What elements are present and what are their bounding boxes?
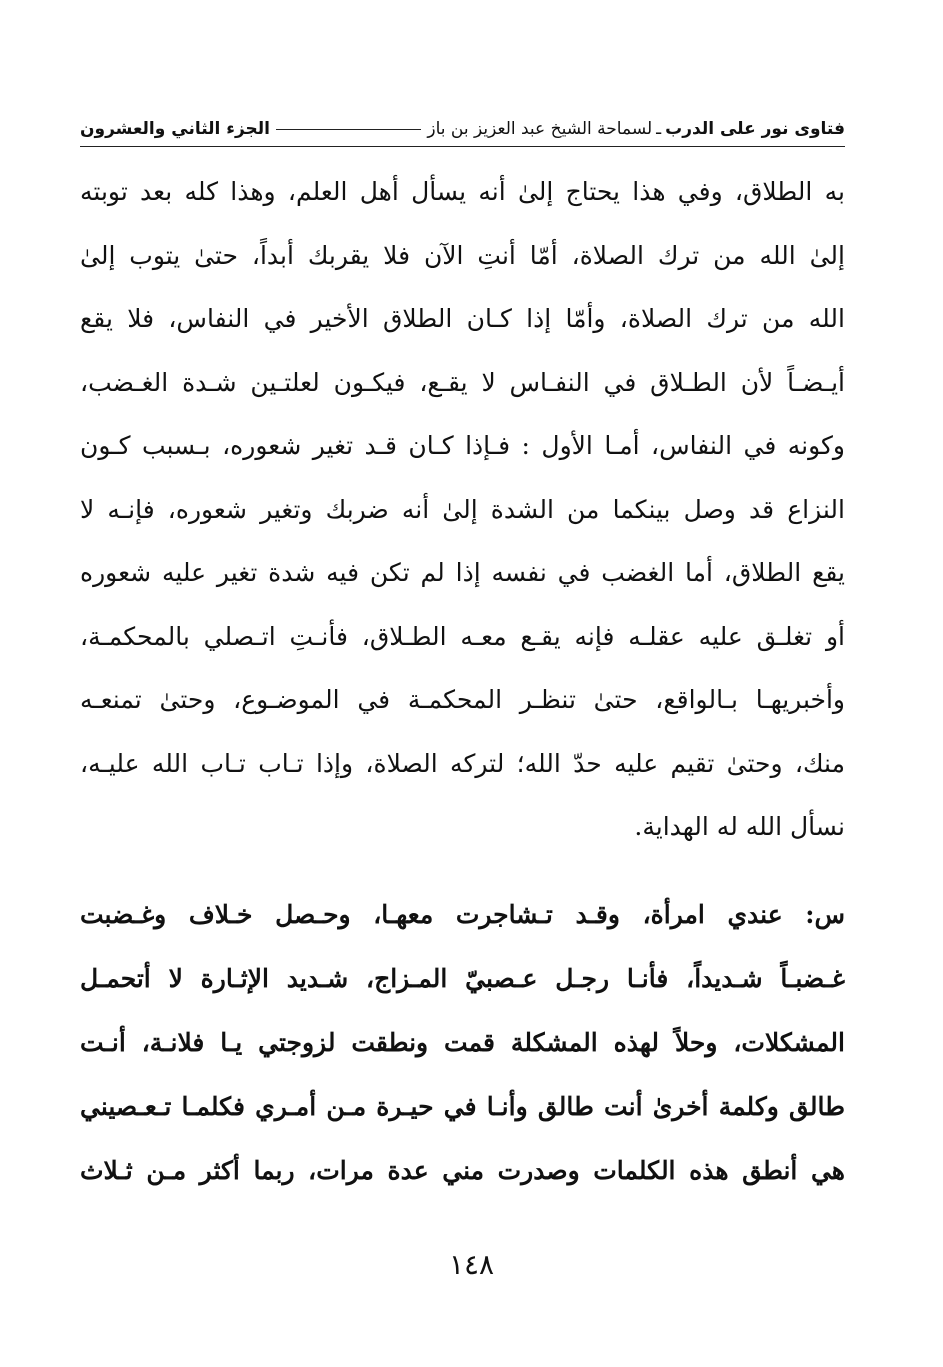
running-header (80, 112, 845, 147)
page-number: ١٤٨ (448, 1248, 495, 1281)
header-part: الجزء الثاني والعشرون (80, 119, 271, 139)
question-paragraph (80, 883, 845, 1203)
question-line: غـضبـاً شـديداً، فأنـا رجـل عـصبيّ المـزاج، شـديد الإثـارة لا أتحمـل (80, 964, 845, 993)
question-line: طالق وكلمة أخرىٰ أنت طالق وأنـا في حيـرة مـن أمـري فكلمـا تـعـصيني (80, 1092, 845, 1121)
answer-line: يقع الطلاق، أما الغضب في نفسه إذا لم تكن فيه شدة تغير عليه شعوره (80, 558, 845, 587)
header-rule (276, 129, 421, 130)
answer-line: أيـضـاً لأن الطـلاق في النفـاس لا يقـع، فيكـون لعلتـين شـدة الغـضب، (80, 367, 845, 397)
header-book-title: فتاوى نور على الدرب (665, 119, 845, 139)
question-line: هي أنطق هذه الكلمات وصدرت مني عدة مرات، ربما أكثر مـن ثـلاث (80, 1156, 845, 1185)
answer-line: إلىٰ الله من ترك الصلاة، أمّا أنتِ الآن فلا يقربك أبداً، حتىٰ يتوب إلىٰ (80, 240, 845, 270)
answer-line: منك، وحتىٰ تقيم عليه حدّ الله؛ لتركه الصلاة، وإذا تـاب تـاب الله عليـه، (80, 748, 845, 778)
question-line: المشكلات، وحلاً لهذه المشكلة قمت ونطقت لزوجتي يـا فلانـة، أنـت (80, 1028, 845, 1057)
answer-paragraph (80, 160, 845, 859)
answer-line: نسأل الله له الهداية. (634, 812, 845, 841)
answer-line: وكونه في النفاس، أمـا الأول : فـإذا كـان قـد تغير شعوره، بـسبب كـون (80, 431, 845, 460)
question-line: س: عندي امرأة، وقـد تـشاجرت معهـا، وحـصل خـلاف وغـضبت (80, 900, 845, 929)
header-separator: ـ (656, 119, 662, 139)
answer-line: وأخبريهـا بـالواقع، حتىٰ تنظـر المحكمـة في الموضـوع، وحتىٰ تمنعـه (80, 685, 845, 714)
answer-line: الله من ترك الصلاة، وأمّا إذا كـان الطلاق الأخير في النفاس، فلا يقع (80, 304, 845, 333)
answer-line: أو تغلـق عليه عقلـه فإنه يقـع معـه الطـلاق، فأنـتِ اتـصلي بالمحكمـة، (80, 621, 845, 651)
answer-line: به الطلاق، وفي هذا يحتاج إلىٰ أنه يسأل أهل العلم، وهذا كله بعد توبته (80, 177, 845, 206)
header-author: لسماحة الشيخ عبد العزيز بن باز (427, 119, 653, 139)
answer-line: النزاع قد وصل بينكما من الشدة إلىٰ أنه ضربك وتغير شعوره، فإنـه لا (80, 494, 845, 524)
